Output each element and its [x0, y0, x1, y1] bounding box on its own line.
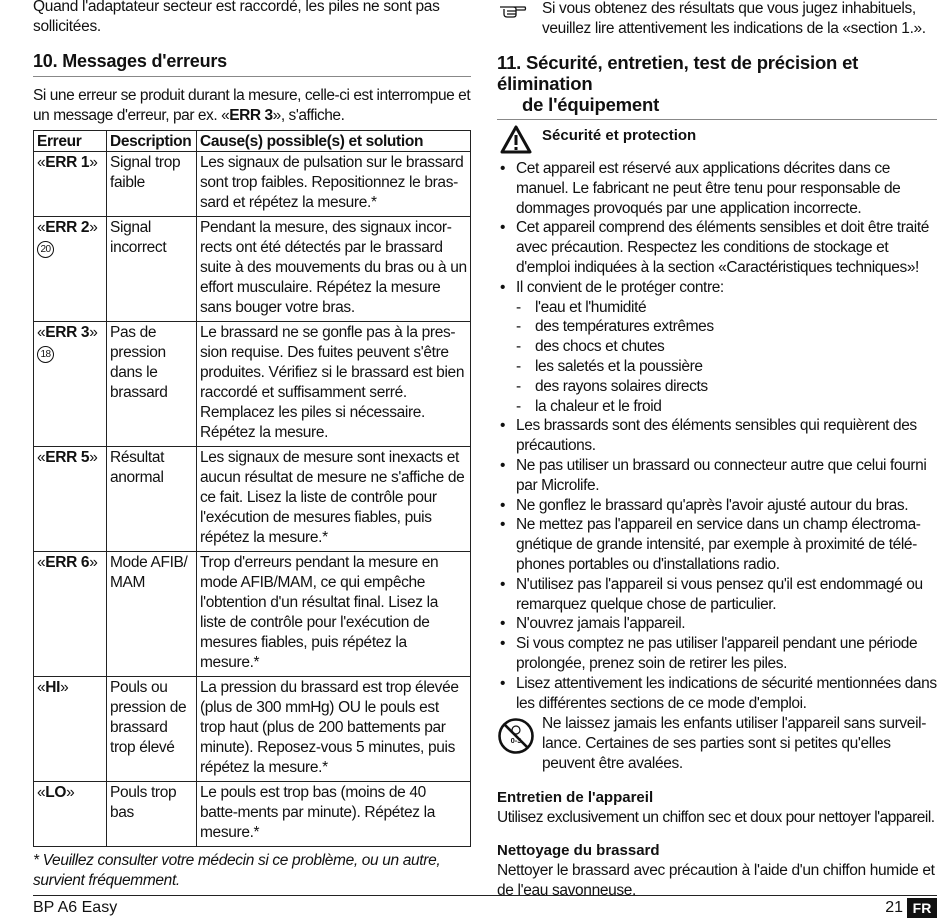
error-code: ERR 1 [45, 154, 90, 171]
list-item: • Les brassards sont des éléments sensibles qui requièrent des précautions. [497, 416, 937, 456]
table-row [34, 782, 471, 847]
error-desc-cell: Mode AFIB/ MAM [107, 552, 197, 677]
protect-against-list [516, 298, 937, 417]
table-row [34, 322, 471, 447]
error-cause-cell: Le pouls est trop bas (moins de 40 batte-ments par minute). Répétez la mesure.* [197, 782, 471, 847]
children-warning-text: Ne laissez jamais les enfants utiliser l'appareil sans surveil-lance. Certaines de ses parties sont si petites qu'elles peuvent être avalées. [542, 715, 927, 773]
error-cause-cell: Pendant la mesure, des signaux incor-rects ont été détectés par le brassard suite à des mouvements du bras ou à un effort musculaire. Répétez la mesure sans bouger votre bras. [197, 217, 471, 322]
tip-text: Si vous obtenez des résultats que vous jugez inhabituels, veuillez lire attentivement les indications de la «section 1.». [542, 0, 926, 37]
header-erreur: Erreur [34, 131, 107, 152]
age-label: 0-3 [510, 736, 522, 746]
error-cause-cell: Les signaux de mesure sont inexacts et aucun résultat de mesure ne s'affiche de ce fait. Lisez la liste de contrôle pour l'exécution de mesures fiables, puis répétez la mesure.* [197, 447, 471, 552]
error-intro-paragraph [33, 86, 471, 126]
error-cause-cell: Les signaux de pulsation sur le brassard sont trop faibles. Repositionnez le bras-sard et répétez la mesure.* [197, 152, 471, 217]
intro-paragraph: Quand l'adaptateur secteur est raccordé, les piles ne sont pas sollicitées. [33, 0, 440, 35]
list-item [497, 278, 937, 417]
safety-list-a [497, 159, 937, 713]
figure-ref-badge: 18 [37, 346, 54, 363]
list-item: • Lisez attentivement les indications de sécurité mentionnées dans les différentes sections de ce mode d'emploi. [497, 674, 937, 714]
cuff-cleaning-title: Nettoyage du brassard [497, 842, 660, 860]
section-10-heading: 10. Messages d'erreurs [33, 51, 471, 77]
list-item: • Cet appareil comprend des éléments sensibles et doit être traité avec précaution. Respectez les conditions de stockage et d'emploi indiquées à la section «Caractéristiques techniques»! [497, 218, 937, 277]
list-item: • Ne gonflez le brassard qu'après l'avoir ajusté autour du bras. [497, 496, 937, 516]
warning-triangle-icon [500, 125, 532, 159]
list-item: - l'eau et l'humidité [516, 298, 937, 318]
language-badge: FR [907, 898, 937, 918]
list-item: • N'utilisez pas l'appareil si vous pensez qu'il est endommagé ou remarquez quelque chose de particulier. [497, 575, 937, 615]
error-code: HI [45, 679, 61, 696]
table-footnote: * Veuillez consulter votre médecin si ce problème, ou un autre, survient fréquemment. [33, 852, 441, 889]
list-item: - des températures extrêmes [516, 317, 937, 337]
pointing-hand-icon [499, 1, 527, 24]
error-desc-cell: Pas de pression dans le brassard [107, 322, 197, 447]
error-cause-cell: Trop d'erreurs pendant la mesure en mode AFIB/MAM, ce qui empêche l'obtention d'un résultat final. Lisez la liste de contrôle pour l'exécution de mesures fiables, puis répétez la mesure.* [197, 552, 471, 677]
error-table [33, 130, 471, 847]
error-code: ERR 6 [45, 554, 90, 571]
error-code: LO [45, 784, 67, 801]
error-desc-cell: Résultat anormal [107, 447, 197, 552]
error-desc-cell: Signal incorrect [107, 217, 197, 322]
error-desc-cell: Pouls trop bas [107, 782, 197, 847]
maintenance-text: Utilisez exclusivement un chiffon sec et doux pour nettoyer l'appareil. [497, 809, 935, 827]
cuff-cleaning-text: Nettoyer le brassard avec précaution à l'aide d'un chiffon humide et de l'eau savonneuse. [497, 862, 935, 900]
list-item: - des chocs et chutes [516, 337, 937, 357]
section-11-heading-line2: de l'équipement [522, 94, 660, 115]
table-row [34, 152, 471, 217]
list-item: • N'ouvrez jamais l'appareil. [497, 614, 937, 634]
safety-title-row [497, 125, 937, 159]
maintenance-title: Entretien de l'appareil [497, 789, 654, 807]
children-warning-block [497, 714, 937, 774]
list-item-text: Il convient de le protéger contre: [516, 278, 724, 296]
error-code-cell: «ERR 1» [34, 152, 107, 217]
list-item: • Si vous comptez ne pas utiliser l'appareil pendant une période prolongée, prenez soin de retirer les piles. [497, 634, 937, 674]
figure-ref-badge: 20 [37, 241, 54, 258]
error-desc-cell: Signal trop faible [107, 152, 197, 217]
error-intro-text-a: Si une erreur se produit durant la mesure, celle-ci est interrompue et un message d'erreur, par ex. « [33, 87, 471, 124]
table-row [34, 447, 471, 552]
list-item: - des rayons solaires directs [516, 377, 937, 397]
right-column [497, 0, 937, 901]
list-item: • Cet appareil est réservé aux applications décrites dans ce manuel. Le fabricant ne peut être tenu pour responsable de dommages provoqués par une application incorrecte. [497, 159, 937, 218]
error-code-cell: «ERR 6» [34, 552, 107, 677]
error-code-cell: «HI» [34, 677, 107, 782]
list-item: • Ne pas utiliser un brassard ou connecteur autre que celui fourni par Microlife. [497, 456, 937, 496]
section-11-heading-line1: 11. Sécurité, entretien, test de précision et élimination [497, 52, 859, 94]
error-intro-text-b: », s'affiche. [272, 107, 345, 124]
header-cause: Cause(s) possible(s) et solution [197, 131, 471, 152]
error-code-cell: «LO» [34, 782, 107, 847]
error-cause-cell: La pression du brassard est trop élevée (plus de 300 mmHg) OU le pouls est trop haut (plus de 200 battements par minute). Reposez-vous 5 minutes, puis répétez la mesure.* [197, 677, 471, 782]
error-cause-cell: Le brassard ne se gonfle pas à la pres-sion requise. Des fuites peuvent s'être produites. Vérifiez si le brassard est bien raccordé et suffisamment serré. Remplacez les piles si nécessaire. Répétez la mesure. [197, 322, 471, 447]
error-code: ERR 3 [45, 324, 90, 341]
error-intro-code: ERR 3 [229, 107, 273, 124]
list-item: • Ne mettez pas l'appareil en service dans un champ électroma-gnétique de grande intensité, par exemple à proximité de télé-phones portables ou d'installations radio. [497, 515, 937, 574]
table-row [34, 217, 471, 322]
error-code: ERR 5 [45, 449, 90, 466]
model-name: BP A6 Easy [33, 899, 118, 916]
tip-block [497, 0, 937, 39]
left-column [33, 0, 471, 891]
error-code: ERR 2 [45, 219, 90, 236]
header-description: Description [107, 131, 197, 152]
page-number: 21 [885, 899, 903, 916]
table-row [34, 552, 471, 677]
no-children-icon [497, 717, 535, 760]
table-row [34, 677, 471, 782]
safety-title: Sécurité et protection [542, 127, 697, 144]
error-table-header [34, 131, 471, 152]
error-code-cell: «ERR 5» [34, 447, 107, 552]
error-code-cell: «ERR 2» 20 [34, 217, 107, 322]
list-item: - les saletés et la poussière [516, 357, 937, 377]
list-item: - la chaleur et le froid [516, 397, 937, 417]
page-footer [33, 895, 937, 922]
section-11-heading [497, 52, 937, 120]
error-code-cell: «ERR 3» 18 [34, 322, 107, 447]
error-desc-cell: Pouls ou pression de brassard trop élevé [107, 677, 197, 782]
